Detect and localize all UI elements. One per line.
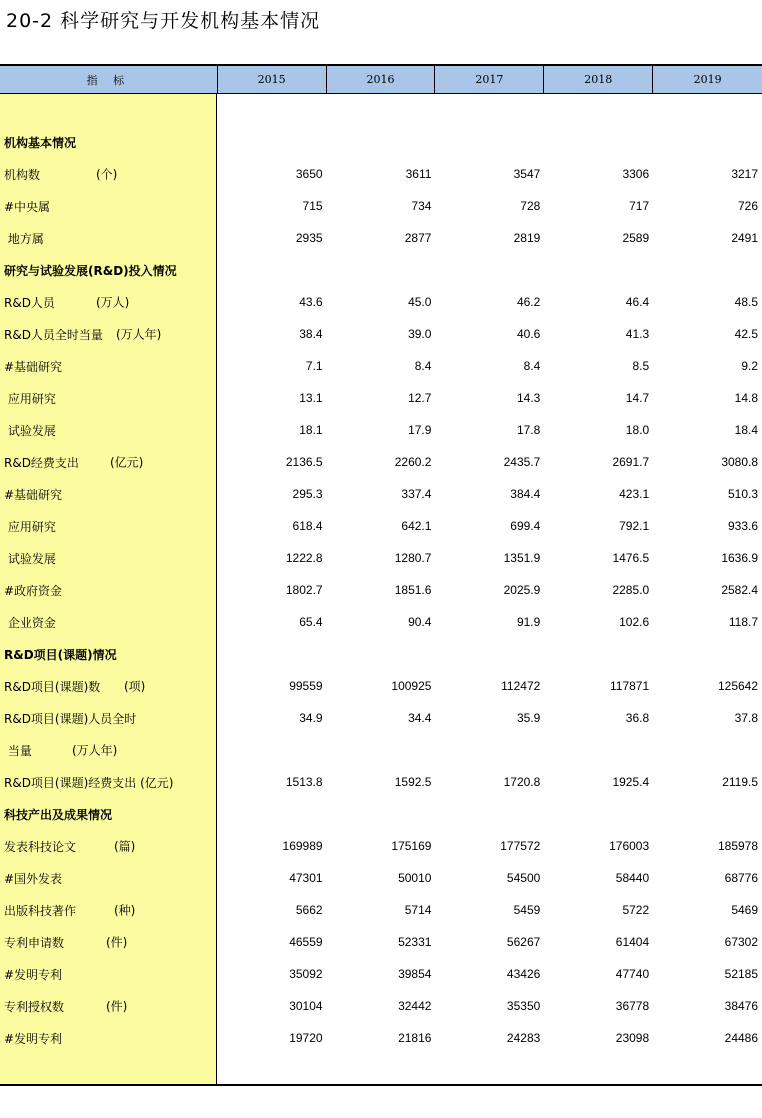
cell-value: 1280.7: [394, 551, 432, 565]
cell-value: 46559: [289, 935, 323, 949]
row-label-text: #政府资金: [4, 583, 63, 598]
cell-value: 35350: [506, 999, 541, 1013]
section-label: [0, 262, 217, 279]
row-unit: (亿元): [110, 455, 144, 470]
row-label: [0, 934, 217, 951]
cell-value: 52331: [398, 935, 432, 949]
row-label-text: 专利申请数: [4, 935, 65, 950]
cell-value: 2025.9: [503, 583, 541, 597]
page-title: 20-2 科学研究与开发机构基本情况: [6, 10, 321, 32]
table-row: [0, 702, 762, 734]
cell-value: 1476.5: [612, 551, 650, 565]
cell-value: 2136.5: [285, 455, 323, 469]
section-row: [0, 126, 762, 158]
row-label-text: R&D项目(课题)经费支出 (亿元): [4, 775, 174, 790]
cell-value: 18.0: [625, 423, 650, 437]
cell-value: 12.7: [408, 391, 432, 405]
row-label: [0, 838, 217, 855]
cell-value: 5469: [731, 903, 759, 917]
cell-value: 35.9: [516, 711, 541, 725]
cell-value: 50010: [398, 871, 432, 885]
cell-value: 102.6: [619, 615, 650, 629]
row-label-text: 试验发展: [4, 423, 56, 438]
row-label: [0, 902, 217, 919]
table-row: [0, 382, 762, 414]
cell-value: 792.1: [619, 519, 650, 533]
cell-value: 32442: [398, 999, 432, 1013]
cell-value: 642.1: [401, 519, 432, 533]
table-row: [0, 734, 762, 766]
cell-value: 699.4: [510, 519, 541, 533]
row-unit: (个): [96, 167, 118, 182]
row-label: [0, 614, 217, 631]
data-table: [0, 64, 762, 1054]
table-row: [0, 574, 762, 606]
cell-value: 13.1: [299, 391, 323, 405]
header-year: 2016: [326, 66, 435, 93]
cell-value: 384.4: [510, 487, 541, 501]
cell-value: 185978: [717, 839, 759, 853]
cell-value: 2691.7: [612, 455, 650, 469]
header-year: 2015: [217, 66, 326, 93]
row-label-text: R&D经费支出: [4, 455, 79, 470]
cell-value: 99559: [289, 679, 323, 693]
cell-value: 24486: [724, 1031, 759, 1045]
row-label: [0, 582, 217, 599]
table-row: [0, 670, 762, 702]
cell-value: 5662: [295, 903, 323, 917]
row-label-text: 当量: [4, 743, 32, 758]
table-header: [0, 64, 762, 94]
row-unit: (万人年): [116, 327, 162, 342]
cell-value: 58440: [615, 871, 650, 885]
table-row: [0, 894, 762, 926]
cell-value: 2935: [295, 231, 323, 245]
cell-value: 5459: [513, 903, 541, 917]
table-row: [0, 990, 762, 1022]
cell-value: 39.0: [408, 327, 432, 341]
cell-value: 177572: [500, 839, 541, 853]
section-label: [0, 134, 217, 151]
row-label-text: 发表科技论文: [4, 839, 77, 854]
row-label: [0, 230, 217, 247]
row-label-text: 出版科技著作: [4, 903, 77, 918]
cell-value: 1351.9: [503, 551, 541, 565]
cell-value: 54500: [506, 871, 541, 885]
table-row: [0, 222, 762, 254]
row-label-text: #基础研究: [4, 487, 63, 502]
row-unit: (种): [114, 903, 136, 918]
cell-value: 423.1: [619, 487, 650, 501]
cell-value: 117871: [610, 679, 650, 693]
table-row: [0, 542, 762, 574]
table-row: [0, 318, 762, 350]
cell-value: 2819: [513, 231, 541, 245]
row-label: [0, 710, 217, 727]
table-row: [0, 1022, 762, 1054]
cell-value: 67302: [724, 935, 759, 949]
cell-value: 3217: [731, 167, 759, 181]
table-row: [0, 958, 762, 990]
cell-value: 1513.8: [285, 775, 323, 789]
cell-value: 118.7: [728, 615, 759, 629]
cell-value: 45.0: [408, 295, 432, 309]
cell-value: 1802.7: [285, 583, 323, 597]
table-row: [0, 766, 762, 798]
header-indicator: 指 标: [86, 73, 131, 87]
table-rows: [0, 94, 762, 1054]
cell-value: 169989: [282, 839, 323, 853]
cell-value: 21816: [398, 1031, 432, 1045]
cell-value: 933.6: [727, 519, 759, 533]
row-label: [0, 198, 217, 215]
cell-value: 36.8: [625, 711, 650, 725]
row-label: [0, 870, 217, 887]
table-row: [0, 158, 762, 190]
cell-value: 2589: [622, 231, 650, 245]
row-label: [0, 294, 217, 311]
cell-value: 7.1: [305, 359, 323, 373]
cell-value: 46.4: [625, 295, 650, 309]
cell-value: 176003: [609, 839, 650, 853]
table-row: [0, 350, 762, 382]
cell-value: 90.4: [408, 615, 432, 629]
cell-value: 47740: [615, 967, 650, 981]
cell-value: 56267: [506, 935, 541, 949]
row-label: [0, 166, 217, 183]
row-label-text: #中央属: [4, 199, 51, 214]
row-unit: (万人年): [72, 743, 118, 758]
row-unit: (万人): [96, 295, 130, 310]
row-unit: (篇): [114, 839, 136, 854]
table-row: [0, 830, 762, 862]
table-row: [0, 478, 762, 510]
cell-value: 734: [411, 199, 432, 213]
section-label: [0, 646, 217, 663]
cell-value: 40.6: [516, 327, 541, 341]
row-label-text: #国外发表: [4, 871, 63, 886]
cell-value: 43426: [506, 967, 541, 981]
row-unit: (件): [106, 935, 128, 950]
cell-value: 2491: [731, 231, 759, 245]
row-label: [0, 422, 217, 439]
row-label: [0, 966, 217, 983]
cell-value: 3080.8: [721, 455, 759, 469]
cell-value: 17.8: [516, 423, 541, 437]
row-label: [0, 326, 217, 343]
cell-value: 1925.4: [612, 775, 650, 789]
row-label-text: R&D项目(课题)人员全时: [4, 711, 137, 726]
row-label-text: 试验发展: [4, 551, 56, 566]
cell-value: 1720.8: [503, 775, 541, 789]
table-row: [0, 414, 762, 446]
cell-value: 175169: [391, 839, 432, 853]
cell-value: 23098: [615, 1031, 650, 1045]
row-label-text: 机构基本情况: [4, 135, 77, 150]
cell-value: 3650: [295, 167, 323, 181]
cell-value: 1222.8: [285, 551, 323, 565]
cell-value: 41.3: [625, 327, 650, 341]
cell-value: 65.4: [299, 615, 323, 629]
row-label: [0, 774, 217, 791]
cell-value: 18.4: [734, 423, 759, 437]
cell-value: 618.4: [292, 519, 323, 533]
cell-value: 125642: [717, 679, 759, 693]
header-year: 2018: [543, 66, 652, 93]
cell-value: 19720: [289, 1031, 323, 1045]
row-label-text: 专利授权数: [4, 999, 65, 1014]
cell-value: 8.4: [414, 359, 432, 373]
table-row: [0, 446, 762, 478]
cell-value: 35092: [289, 967, 323, 981]
cell-value: 3306: [622, 167, 650, 181]
table-row: [0, 862, 762, 894]
cell-value: 17.9: [408, 423, 432, 437]
row-label: [0, 550, 217, 567]
cell-value: 14.3: [516, 391, 541, 405]
header-year: 2019: [652, 66, 762, 93]
cell-value: 38.4: [299, 327, 323, 341]
row-label: [0, 454, 217, 471]
cell-value: 18.1: [299, 423, 323, 437]
cell-value: 2285.0: [612, 583, 650, 597]
cell-value: 24283: [506, 1031, 541, 1045]
cell-value: 3611: [405, 167, 432, 181]
cell-value: 715: [302, 199, 323, 213]
cell-value: 34.4: [408, 711, 432, 725]
row-label-text: 应用研究: [4, 519, 56, 534]
row-label-text: 科技产出及成果情况: [4, 807, 113, 822]
row-label-text: R&D人员全时当量: [4, 327, 103, 342]
cell-value: 9.2: [741, 359, 759, 373]
section-row: [0, 638, 762, 670]
cell-value: 295.3: [292, 487, 323, 501]
row-label-text: 机构数: [4, 167, 41, 182]
cell-value: 2260.2: [394, 455, 432, 469]
row-label: [0, 518, 217, 535]
section-row: [0, 798, 762, 830]
row-label-text: R&D项目(课题)情况: [4, 647, 117, 662]
row-label: [0, 998, 217, 1015]
row-label-text: R&D人员: [4, 295, 55, 310]
row-label: [0, 678, 217, 695]
row-label: [0, 742, 217, 759]
row-label-text: 地方属: [4, 231, 44, 246]
cell-value: 8.4: [523, 359, 541, 373]
cell-value: 38476: [724, 999, 759, 1013]
cell-value: 42.5: [734, 327, 759, 341]
row-label-text: 企业资金: [4, 615, 56, 630]
cell-value: 2877: [404, 231, 432, 245]
row-label-text: 应用研究: [4, 391, 56, 406]
cell-value: 2435.7: [503, 455, 541, 469]
row-unit: (件): [106, 999, 128, 1014]
cell-value: 2119.5: [722, 775, 759, 789]
cell-value: 52185: [724, 967, 759, 981]
row-label-text: 研究与试验发展(R&D)投入情况: [4, 263, 177, 278]
row-label: [0, 358, 217, 375]
cell-value: 36778: [615, 999, 650, 1013]
cell-value: 726: [737, 199, 759, 213]
cell-value: 510.3: [727, 487, 759, 501]
cell-value: 3547: [513, 167, 541, 181]
cell-value: 34.9: [299, 711, 323, 725]
cell-value: 5722: [622, 903, 650, 917]
cell-value: 68776: [724, 871, 759, 885]
row-label-text: #发明专利: [4, 967, 63, 982]
cell-value: 46.2: [516, 295, 541, 309]
cell-value: 717: [629, 199, 650, 213]
row-label-text: #基础研究: [4, 359, 63, 374]
cell-value: 61404: [615, 935, 650, 949]
cell-value: 1592.5: [394, 775, 432, 789]
cell-value: 14.7: [625, 391, 650, 405]
cell-value: 1851.6: [394, 583, 432, 597]
cell-value: 5714: [404, 903, 432, 917]
cell-value: 43.6: [299, 295, 323, 309]
header-year: 2017: [434, 66, 543, 93]
table-row: [0, 926, 762, 958]
cell-value: 37.8: [734, 711, 759, 725]
table-row: [0, 510, 762, 542]
section-label: [0, 806, 217, 823]
cell-value: 2582.4: [721, 583, 759, 597]
table-bottom-rule: [0, 1084, 762, 1086]
cell-value: 14.8: [734, 391, 759, 405]
row-label: [0, 486, 217, 503]
cell-value: 100925: [391, 679, 432, 693]
cell-value: 337.4: [401, 487, 432, 501]
cell-value: 112472: [501, 679, 541, 693]
cell-value: 48.5: [734, 295, 759, 309]
row-unit: (项): [124, 679, 146, 694]
table-row: [0, 190, 762, 222]
row-label: [0, 390, 217, 407]
cell-value: 8.5: [632, 359, 650, 373]
row-label-text: #发明专利: [4, 1031, 63, 1046]
cell-value: 47301: [289, 871, 323, 885]
table-body: [0, 94, 762, 1054]
section-row: [0, 254, 762, 286]
cell-value: 30104: [289, 999, 323, 1013]
cell-value: 39854: [398, 967, 432, 981]
cell-value: 91.9: [516, 615, 541, 629]
table-row: [0, 606, 762, 638]
row-label: [0, 1030, 217, 1047]
row-label-text: R&D项目(课题)数: [4, 679, 101, 694]
cell-value: 1636.9: [721, 551, 759, 565]
cell-value: 728: [520, 199, 541, 213]
table-row: [0, 286, 762, 318]
